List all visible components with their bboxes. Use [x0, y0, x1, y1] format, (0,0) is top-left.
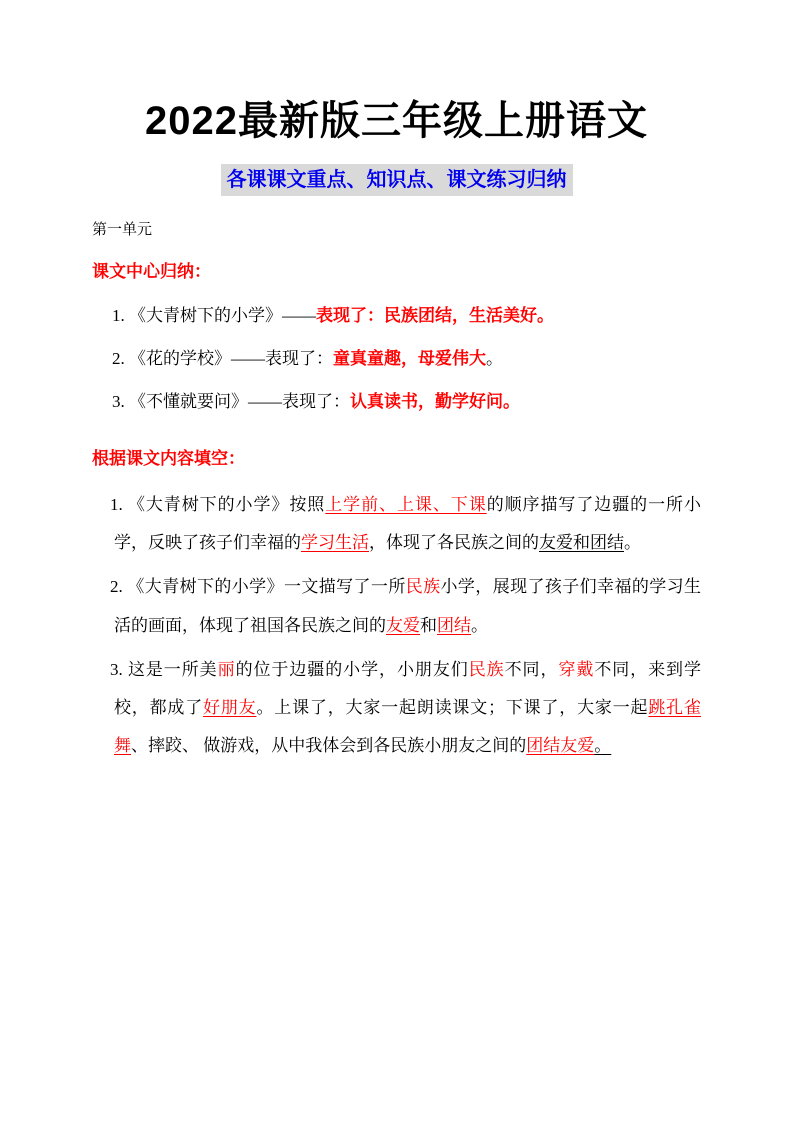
item-text-segment: 。上课了，大家一起朗读课文；下课了，大家一起 — [256, 698, 649, 718]
item-answer-underlined: 团结友爱 — [526, 736, 595, 756]
item-text-segment: 和 — [420, 615, 437, 635]
item-text-segment: 不同，来到学校，都成了 — [114, 659, 701, 718]
item-text-segment: 的顺序描写了边疆的一所小学，反映了孩子们幸福的 — [114, 494, 701, 553]
item-text-segment: 这是一所美 — [127, 659, 218, 679]
item-answer-red: 丽 — [217, 659, 236, 679]
page-title: 2022最新版三年级上册语文 — [145, 99, 648, 143]
list-item — [92, 385, 701, 418]
fill-blank-list — [92, 486, 701, 766]
item-text-black: 《不懂就要问》——表现了： — [129, 392, 350, 412]
list-item — [92, 651, 701, 766]
item-number: 3. — [110, 659, 123, 679]
item-text-segment: ，体现了各民族之间的 — [369, 533, 539, 553]
item-number: 1. — [110, 494, 123, 514]
list-item — [92, 486, 701, 563]
item-answer-underlined: 跳孔雀舞 — [114, 698, 701, 756]
item-text-segment: 小学，展现了孩子们幸福的学习生活的画面，体现了祖国各民族之间的 — [114, 577, 702, 635]
item-text-segment: 。 — [471, 615, 488, 635]
item-text-segment: 《大青树下的小学》一文描写了一所 — [127, 577, 406, 597]
item-number: 1. — [112, 306, 125, 326]
item-answer-red: 穿戴 — [558, 659, 595, 679]
item-text-red: 表现了：民族团结，生活美好。 — [316, 306, 554, 326]
item-text-black: 《花的学校》——表现了： — [129, 349, 333, 369]
center-summary-list — [92, 299, 701, 418]
unit-label: 第一单元 — [92, 222, 153, 238]
item-answer-underlined: 友爱 — [386, 615, 420, 635]
item-answer-underlined: 友爱和团结 — [539, 533, 624, 553]
item-text-red: 童真童趣，母爱伟大 — [333, 349, 486, 369]
item-answer-red: 民族 — [468, 659, 505, 679]
section-heading-center-summary: 课文中心归纳： — [92, 262, 211, 281]
item-answer-underlined: 学习生活 — [301, 533, 369, 553]
item-answer-red: 民族 — [405, 577, 441, 597]
item-text-segment: 不同， — [504, 659, 559, 679]
item-answer-underlined: 团结 — [437, 615, 471, 635]
item-number: 2. — [110, 577, 123, 597]
item-text-segment: 。 — [594, 736, 612, 756]
subtitle-container — [92, 164, 701, 196]
list-item — [92, 299, 701, 332]
item-text-segment: 。 — [624, 533, 641, 553]
document-subtitle: 各课课文重点、知识点、课文练习归纳 — [221, 164, 573, 196]
item-text-black: 《大青树下的小学》—— — [129, 306, 316, 326]
item-number: 3. — [112, 392, 125, 412]
item-answer-underlined: 上学前、上课、下课 — [325, 494, 487, 514]
item-answer-underlined: 好朋友 — [203, 698, 257, 718]
section-heading-fill-blank: 根据课文内容填空： — [92, 448, 245, 468]
list-item — [92, 568, 701, 645]
item-number: 2. — [112, 349, 125, 369]
item-text-segment: 的位于边疆的小学，小朋友们 — [235, 659, 469, 679]
list-item — [92, 342, 701, 375]
item-text-segment: 、摔跤、 做游戏，从中我体会到各民族小朋友之间的 — [131, 736, 527, 756]
item-text-segment: 《大青树下的小学》按照 — [127, 494, 326, 514]
item-text-red: 认真读书，勤学好问。 — [350, 392, 520, 412]
item-text-black-suffix: 。 — [486, 349, 503, 369]
